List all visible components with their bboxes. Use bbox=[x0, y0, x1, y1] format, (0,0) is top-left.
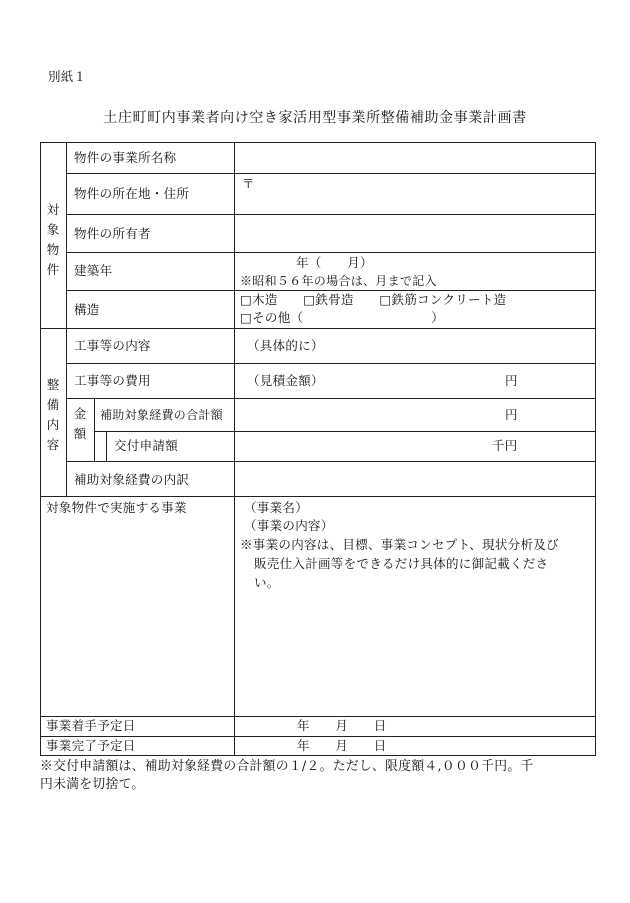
work-content-field[interactable]: （具体的に） bbox=[247, 338, 324, 353]
address-field[interactable]: 〒 bbox=[242, 176, 255, 191]
end-date-label: 事業完了予定日 bbox=[46, 738, 136, 753]
footer-note-line1: ※交付申請額は、補助対象経費の合計額の１/２。ただし、限度額４,０００千円。千 bbox=[40, 759, 534, 774]
section-target-property-label: 対 象 物 件 bbox=[46, 202, 60, 277]
built-year-label: 建築年 bbox=[74, 263, 113, 278]
structure-label: 構造 bbox=[74, 302, 100, 317]
footer-note-line2: 円未満を切捨て。 bbox=[40, 777, 145, 792]
amount-label: 金 額 bbox=[73, 406, 87, 441]
address-label: 物件の所在地・住所 bbox=[74, 186, 190, 201]
subsidy-total-unit: 円 bbox=[505, 407, 518, 422]
work-cost-unit: 円 bbox=[505, 373, 518, 388]
built-year-note: ※昭和５６年の場合は、月まで記入 bbox=[240, 274, 437, 288]
section-work-content-label: 整 備 内 容 bbox=[46, 377, 60, 452]
start-date-field[interactable]: 年 月 日 bbox=[297, 718, 387, 733]
structure-options[interactable]: □木造 □鉄骨造 □鉄筋コンクリート造 bbox=[240, 292, 507, 307]
business-note-line2: 販売仕入計画等をできるだけ具体的に御記載くださ bbox=[254, 556, 549, 571]
structure-other-option[interactable]: □その他（ ） bbox=[240, 310, 445, 325]
work-content-label: 工事等の内容 bbox=[74, 338, 151, 353]
business-note-line1: ※事業の内容は、目標、事業コンセプト、現状分析及び bbox=[240, 537, 559, 552]
business-note-line3: い。 bbox=[254, 575, 280, 590]
expense-breakdown-label: 補助対象経費の内訳 bbox=[74, 472, 190, 487]
office-name-label: 物件の事業所名称 bbox=[74, 150, 177, 165]
annex-label: 別紙１ bbox=[48, 69, 87, 84]
start-date-label: 事業着手予定日 bbox=[46, 718, 136, 733]
work-cost-label: 工事等の費用 bbox=[74, 373, 151, 388]
grant-amount-unit: 千円 bbox=[492, 438, 518, 453]
grant-amount-label: 交付申請額 bbox=[114, 438, 179, 453]
built-year-field[interactable]: 年（ 月） bbox=[296, 255, 373, 270]
work-cost-field[interactable]: （見積金額） bbox=[247, 373, 324, 388]
page-title: 土庄町町内事業者向け空き家活用型事業所整備補助金事業計画書 bbox=[103, 110, 527, 126]
business-label: 対象物件で実施する事業 bbox=[46, 500, 187, 515]
subsidy-total-label: 補助対象経費の合計額 bbox=[100, 408, 224, 422]
owner-label: 物件の所有者 bbox=[74, 226, 151, 241]
business-content-field[interactable]: （事業の内容） bbox=[244, 518, 334, 533]
business-name-field[interactable]: （事業名） bbox=[244, 500, 309, 515]
end-date-field[interactable]: 年 月 日 bbox=[297, 738, 387, 753]
